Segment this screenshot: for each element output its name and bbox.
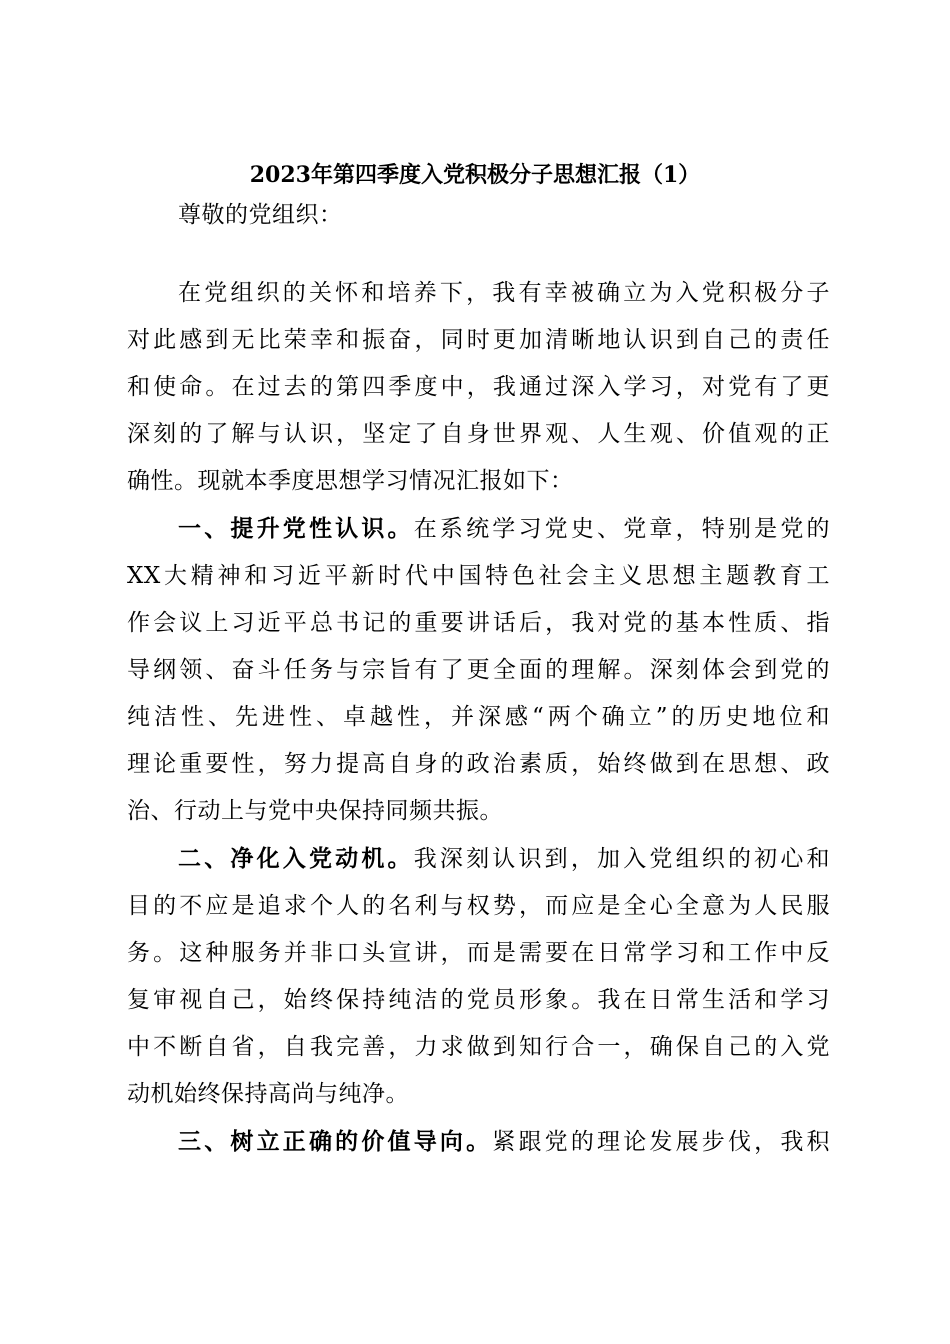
paragraph-line: 确性。现就本季度思想学习情况汇报如下：: [127, 468, 574, 494]
paragraph-line: 对此感到无比荣幸和振奋，同时更加清晰地认识到自己的责任: [127, 327, 830, 353]
paragraph-line: 理论重要性，努力提高自身的政治素质，始终做到在思想、政: [127, 751, 830, 777]
section-heading: 二、净化入党动机。: [178, 845, 414, 872]
paragraph-line: 在党组织的关怀和培养下，我有幸被确立为入党积极分子: [178, 280, 830, 306]
paragraph-line: 导纲领、奋斗任务与宗旨有了更全面的理解。深刻体会到党的: [127, 657, 830, 683]
paragraph-line: 动机始终保持高尚与纯净。: [127, 1081, 409, 1107]
paragraph-line: 中不断自省，自我完善，力求做到知行合一，确保自己的入党: [127, 1034, 830, 1060]
paragraph-text: 我深刻认识到，加入党组织的初心和: [413, 846, 830, 872]
paragraph-line: 作会议上习近平总书记的重要讲话后，我对党的基本性质、指: [127, 610, 830, 636]
paragraph-line: 和使命。在过去的第四季度中，我通过深入学习，对党有了更: [127, 374, 830, 400]
paragraph-text: 紧跟党的理论发展步伐，我积: [492, 1129, 830, 1155]
section-heading: 三、树立正确的价值导向。: [178, 1128, 493, 1155]
paragraph-line: XX大精神和习近平新时代中国特色社会主义思想主题教育工: [127, 563, 830, 589]
paragraph-first-line: [178, 844, 830, 874]
paragraph-line: 目的不应是追求个人的名利与权势，而应是全心全意为人民服: [127, 893, 830, 919]
paragraph-first-line: [178, 1127, 830, 1157]
section-heading: 一、提升党性认识。: [178, 515, 414, 542]
paragraph-line: 深刻的了解与认识，坚定了自身世界观、人生观、价值观的正: [127, 421, 830, 447]
paragraph-first-line: [178, 514, 830, 544]
paragraph-text: 在系统学习党史、党章，特别是党的: [413, 516, 830, 542]
paragraph-line: 复审视自己，始终保持纯洁的党员形象。我在日常生活和学习: [127, 987, 830, 1013]
paragraph-line: 务。这种服务并非口头宣讲，而是需要在日常学习和工作中反: [127, 940, 830, 966]
paragraph-line: 纯洁性、先进性、卓越性，并深感“两个确立”的历史地位和: [127, 704, 830, 730]
paragraph-line: 治、行动上与党中央保持同频共振。: [127, 798, 503, 824]
document-title: 2023年第四季度入党积极分子思想汇报（1）: [249, 162, 701, 188]
salutation: 尊敬的党组织：: [178, 202, 343, 228]
